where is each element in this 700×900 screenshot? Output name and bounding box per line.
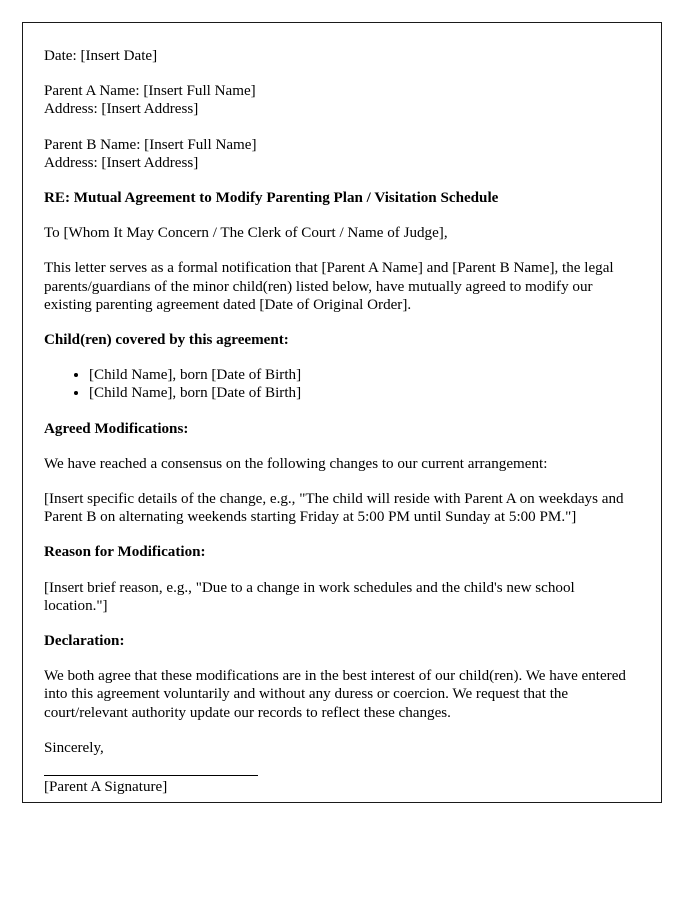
document-content bbox=[23, 23, 662, 796]
children-list bbox=[44, 366, 662, 402]
subject-line: RE: Mutual Agreement to Modify Parenting Plan / Visitation Schedule bbox=[44, 190, 499, 207]
date-line: Date: [Insert Date] bbox=[44, 48, 158, 64]
declaration-section-heading: Declaration: bbox=[44, 633, 125, 650]
modifications-section-heading: Agreed Modifications: bbox=[44, 420, 189, 437]
parent-b-block bbox=[44, 136, 641, 172]
parent-b-name-line: Parent B Name: [Insert Full Name] bbox=[44, 136, 257, 153]
salutation: To [Whom It May Concern / The Clerk of Court / Name of Judge], bbox=[44, 225, 448, 242]
parent-b-address-line: Address: [Insert Address] bbox=[44, 154, 199, 171]
signature-line bbox=[44, 775, 258, 776]
declaration-body: We both agree that these modifications are in the best interest of our child(ren). We have entered into this agreement voluntarily and without any duress or coercion. We request that the court/relevant authority update our records to reflect these changes. bbox=[44, 668, 626, 721]
reason-detail: [Insert brief reason, e.g., "Due to a change in work schedules and the child's new school location."] bbox=[44, 579, 575, 614]
children-section-heading: Child(ren) covered by this agreement: bbox=[44, 332, 289, 349]
signature-block bbox=[44, 775, 662, 796]
parent-a-block bbox=[44, 82, 641, 118]
modifications-detail: [Insert specific details of the change, e.g., "The child will reside with Parent A on weekdays and Parent B on alternating weekends starting Friday at 5:00 PM until Sunday at 5:00 PM."] bbox=[44, 491, 624, 526]
list-item: • [Child Name], born [Date of Birth] bbox=[89, 366, 662, 384]
modifications-intro: We have reached a consensus on the following changes to our current arrangement: bbox=[44, 455, 548, 472]
intro-paragraph: This letter serves as a formal notification that [Parent A Name] and [Parent B Name], the legal parents/guardians of the minor child(ren) listed below, have mutually agreed to modify our existing parenting agreement dated [Date of Original Order]. bbox=[44, 260, 614, 313]
document-page bbox=[22, 22, 662, 803]
signature-caption: [Parent A Signature] bbox=[44, 779, 168, 796]
list-item: • [Child Name], born [Date of Birth] bbox=[89, 384, 662, 402]
parent-a-name-line: Parent A Name: [Insert Full Name] bbox=[44, 83, 256, 100]
parent-a-address-line: Address: [Insert Address] bbox=[44, 101, 199, 118]
reason-section-heading: Reason for Modification: bbox=[44, 544, 206, 561]
closing-line: Sincerely, bbox=[44, 739, 104, 756]
